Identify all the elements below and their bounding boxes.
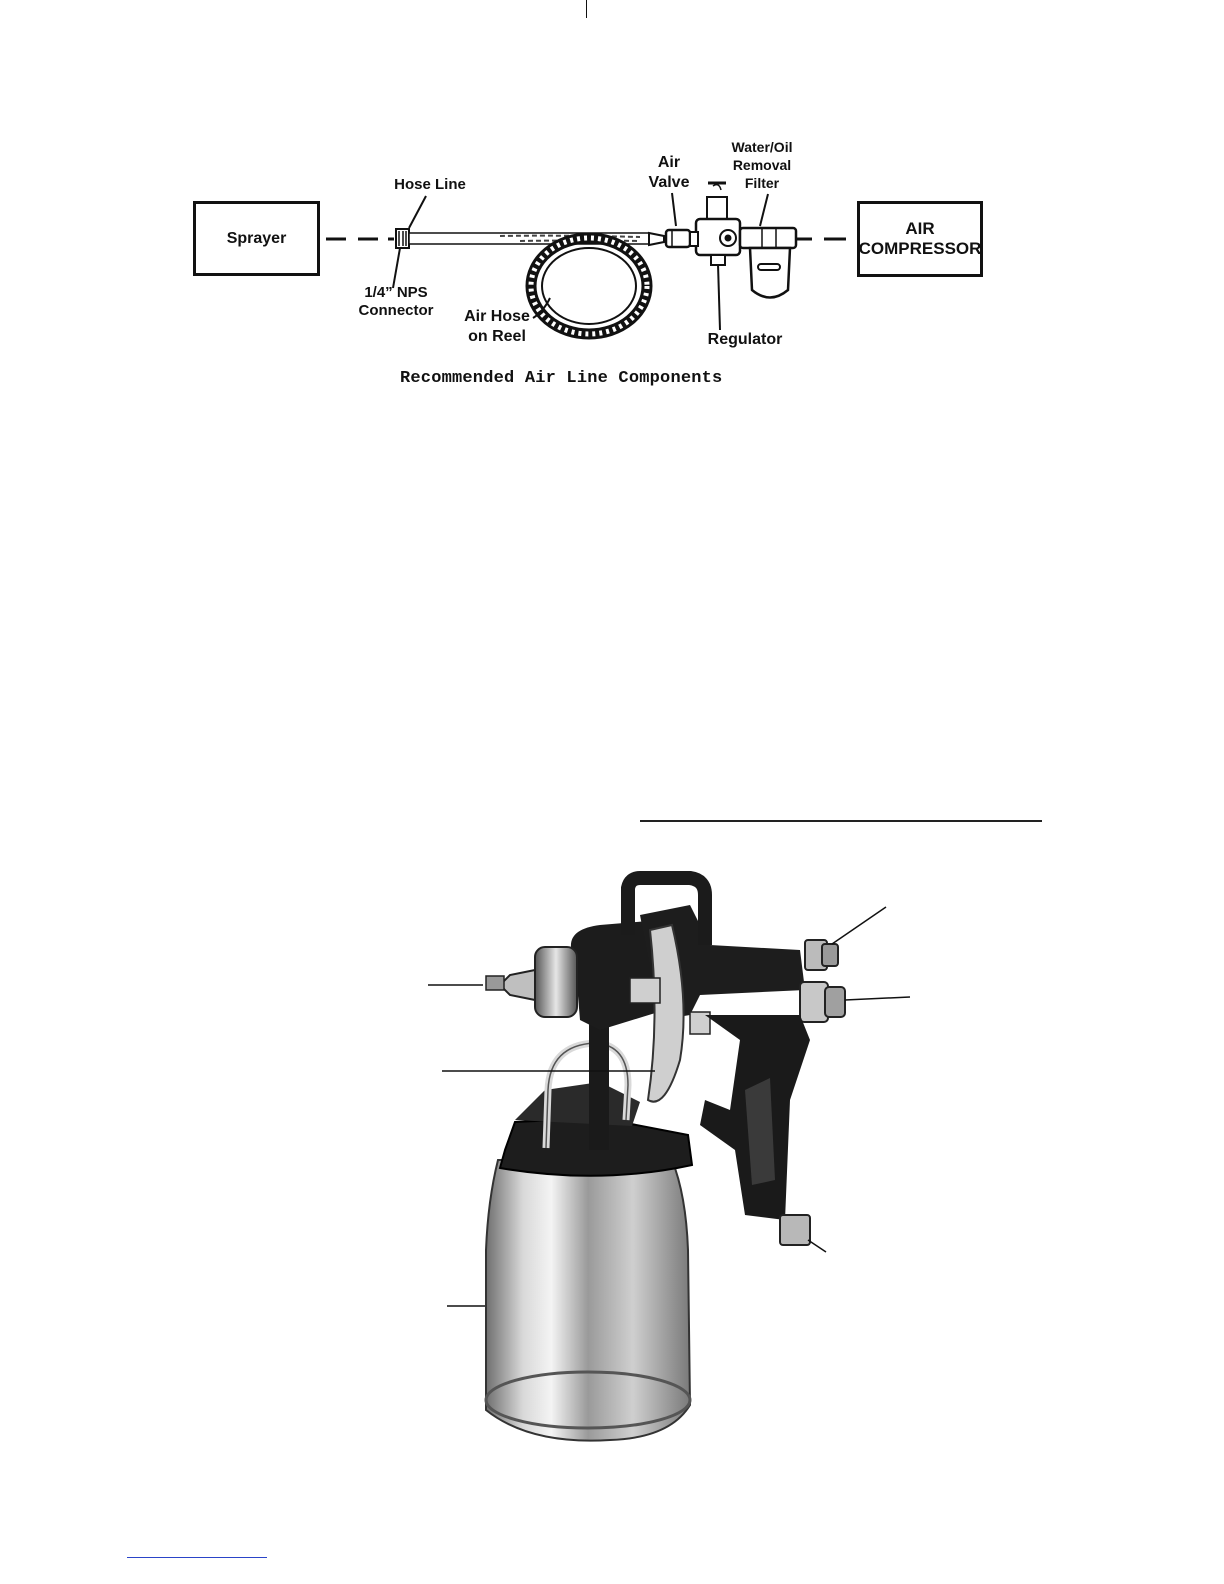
- air-valve-icon: [649, 230, 690, 247]
- knob-top-callout: [832, 907, 886, 944]
- footer-link-underline: [127, 1557, 267, 1558]
- connector-label: 1/4” NPS Connector: [358, 284, 434, 319]
- spray-gun-photo: [486, 878, 845, 1441]
- air-inlet-callout: [808, 1240, 826, 1252]
- air-hose-reel-label: Air Hose on Reel: [464, 308, 530, 345]
- hose-line-label: Hose Line: [394, 176, 466, 193]
- section-divider: [640, 820, 1042, 822]
- filter-label: Water/Oil Removal Filter: [731, 139, 793, 191]
- air-compressor-label: AIR COMPRESSOR: [858, 219, 982, 258]
- npt-connector-icon: [396, 229, 409, 248]
- regulator-label: Regulator: [707, 331, 783, 348]
- air-valve-label: Air Valve: [648, 154, 690, 191]
- regulator-icon: [690, 183, 740, 265]
- sprayer-label: Sprayer: [226, 229, 287, 247]
- hose-reel-coil-icon: [531, 238, 647, 334]
- water-oil-filter-icon: [740, 228, 796, 298]
- diagram-caption: Recommended Air Line Components: [400, 369, 723, 388]
- knob-middle-callout: [845, 997, 910, 1000]
